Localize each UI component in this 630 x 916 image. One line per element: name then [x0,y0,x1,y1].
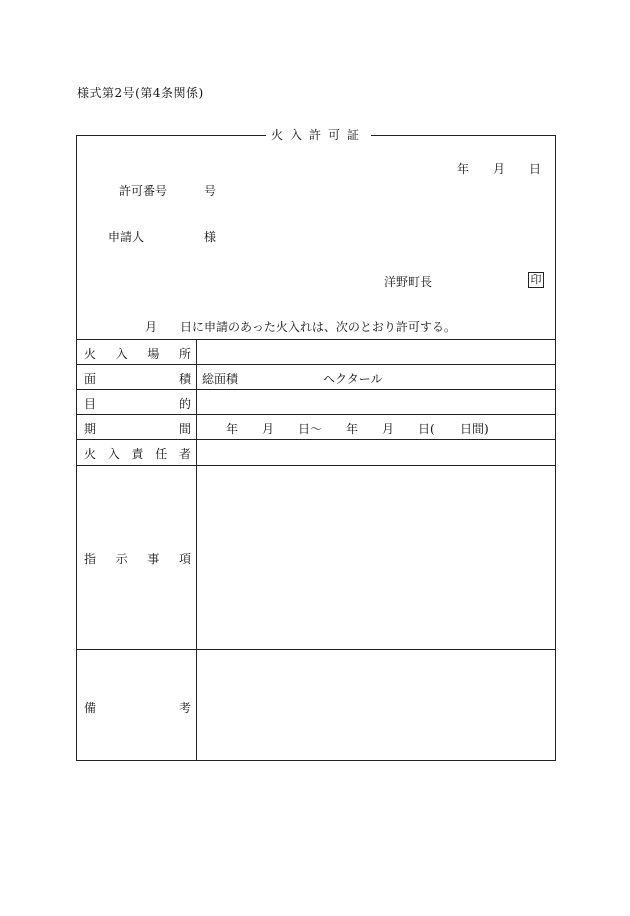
issuer-name: 洋野町長 [384,275,433,289]
column-divider [196,339,197,760]
statement-month: 月 [145,320,158,334]
row-divider [77,364,555,365]
label-responsible-person: 火 入 責 任 者 [84,447,191,461]
total-area-label: 総面積 [202,372,239,386]
statement-text: 日に申請のあった火入れは、次のとおり許可する。 [180,320,456,334]
label-instructions: 指 示 事 項 [84,552,191,566]
period-start-year: 年 [226,422,239,436]
permit-frame [76,135,556,761]
label-burn-location: 火 入 場 所 [84,347,191,361]
period-days: 日間) [460,422,489,436]
period-end-year: 年 [346,422,359,436]
period-start-month: 月 [262,422,275,436]
row-divider [77,465,555,466]
row-divider [77,339,555,340]
label-purpose: 目 的 [84,397,191,411]
row-divider [77,389,555,390]
label-remarks: 備 考 [84,701,191,715]
row-divider [77,649,555,650]
row-divider [77,414,555,415]
label-period: 期 間 [84,422,191,436]
seal-stamp: 印 [528,272,544,288]
area-unit: ヘクタール [323,372,383,386]
applicant-label: 申請人 [108,230,145,244]
period-end-day: 日( [418,422,435,436]
document-title: 火入許可証 [266,127,371,143]
period-end-month: 月 [382,422,395,436]
form-reference: 様式第2号(第4条関係) [77,86,204,100]
label-area: 面 積 [84,372,191,386]
period-start-day: 日〜 [298,422,323,436]
date-day: 日 [529,162,542,176]
applicant-honorific: 様 [204,230,217,244]
row-divider [77,439,555,440]
permit-number-label: 許可番号 [119,184,168,198]
date-year: 年 [457,162,470,176]
permit-number-suffix: 号 [204,184,217,198]
date-month: 月 [493,162,506,176]
